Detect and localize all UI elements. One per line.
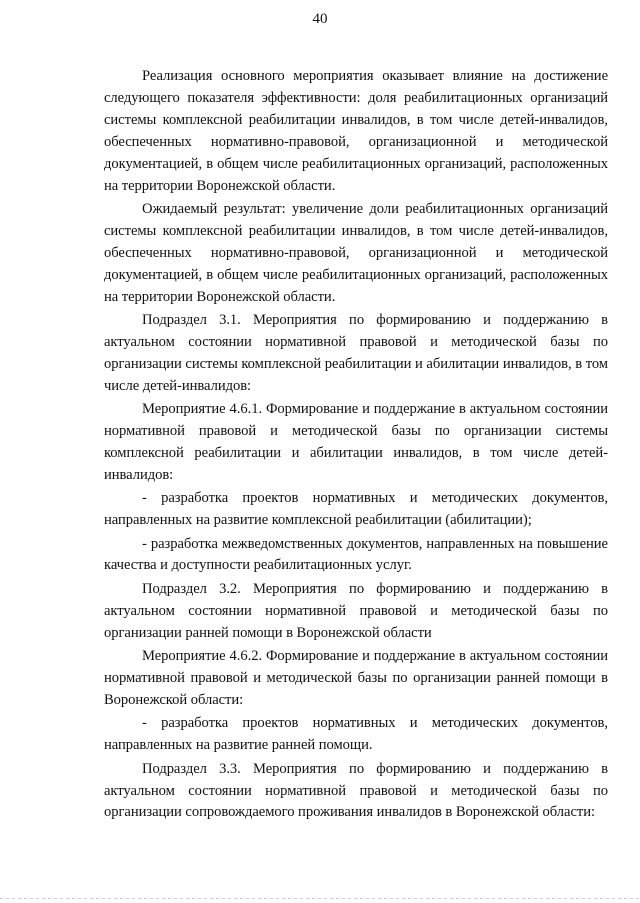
scan-edge-divider — [0, 898, 640, 899]
paragraph-expected-result: Ожидаемый результат: увеличение доли реабилитационных организаций системы комплексной реабилитации инвалидов, в том числе детей-инвалидов, обеспеченных нормативно-правовой, организационной и методической документацией, в общем числе реабилитационных организаций, расположенных на территории Воронежской области. — [104, 200, 608, 305]
paragraph-indicator-influence: Реализация основного мероприятия оказывает влияние на достижение следующего показателя эффективности: доля реабилитационных организаций системы комплексной реабилитации инвалидов, в том числе детей-инвалидов, обеспеченных нормативно-правовой, организационной и методической документацией, в общем числе реабилитационных организаций, расположенных на территории Воронежской области. — [104, 68, 608, 194]
measure-4-6-1: Мероприятие 4.6.1. Формирование и поддержание в актуальном состоянии нормативной правовой и методической базы по организации системы комплексной реабилитации и абилитации инвалидов, в том числе детей-инвалидов: — [104, 401, 608, 483]
document-body — [104, 66, 608, 826]
list-item-early-help-documents: - разработка проектов нормативных и методических документов, направленных на развитие ранней помощи. — [104, 715, 608, 754]
list-item-draft-documents: - разработка проектов нормативных и методических документов, направленных на развитие комплексной реабилитации (абилитации); — [104, 490, 608, 529]
subsection-3-1-heading: Подраздел 3.1. Мероприятия по формированию и поддержанию в актуальном состоянии нормативной правовой и методической базы по организации системы комплексной реабилитации и абилитации инвалидов, в том числе детей-инвалидов: — [104, 311, 608, 394]
list-item-interagency-documents: - разработка межведомственных документов, направленных на повышение качества и доступности реабилитационных услуг. — [104, 535, 608, 574]
page-number: 40 — [312, 11, 328, 27]
subsection-3-2-heading: Подраздел 3.2. Мероприятия по формированию и поддержанию в актуальном состоянии нормативной правовой и методической базы по организации ранней помощи в Воронежской области — [104, 580, 608, 641]
subsection-3-3-heading: Подраздел 3.3. Мероприятия по формированию и поддержанию в актуальном состоянии нормативной правовой и методической базы по организации сопровождаемого проживания инвалидов в Воронежской области: — [104, 760, 608, 821]
measure-4-6-2: Мероприятие 4.6.2. Формирование и поддержание в актуальном состоянии нормативной правовой и методической базы по организации ранней помощи в Воронежской области: — [104, 648, 608, 708]
